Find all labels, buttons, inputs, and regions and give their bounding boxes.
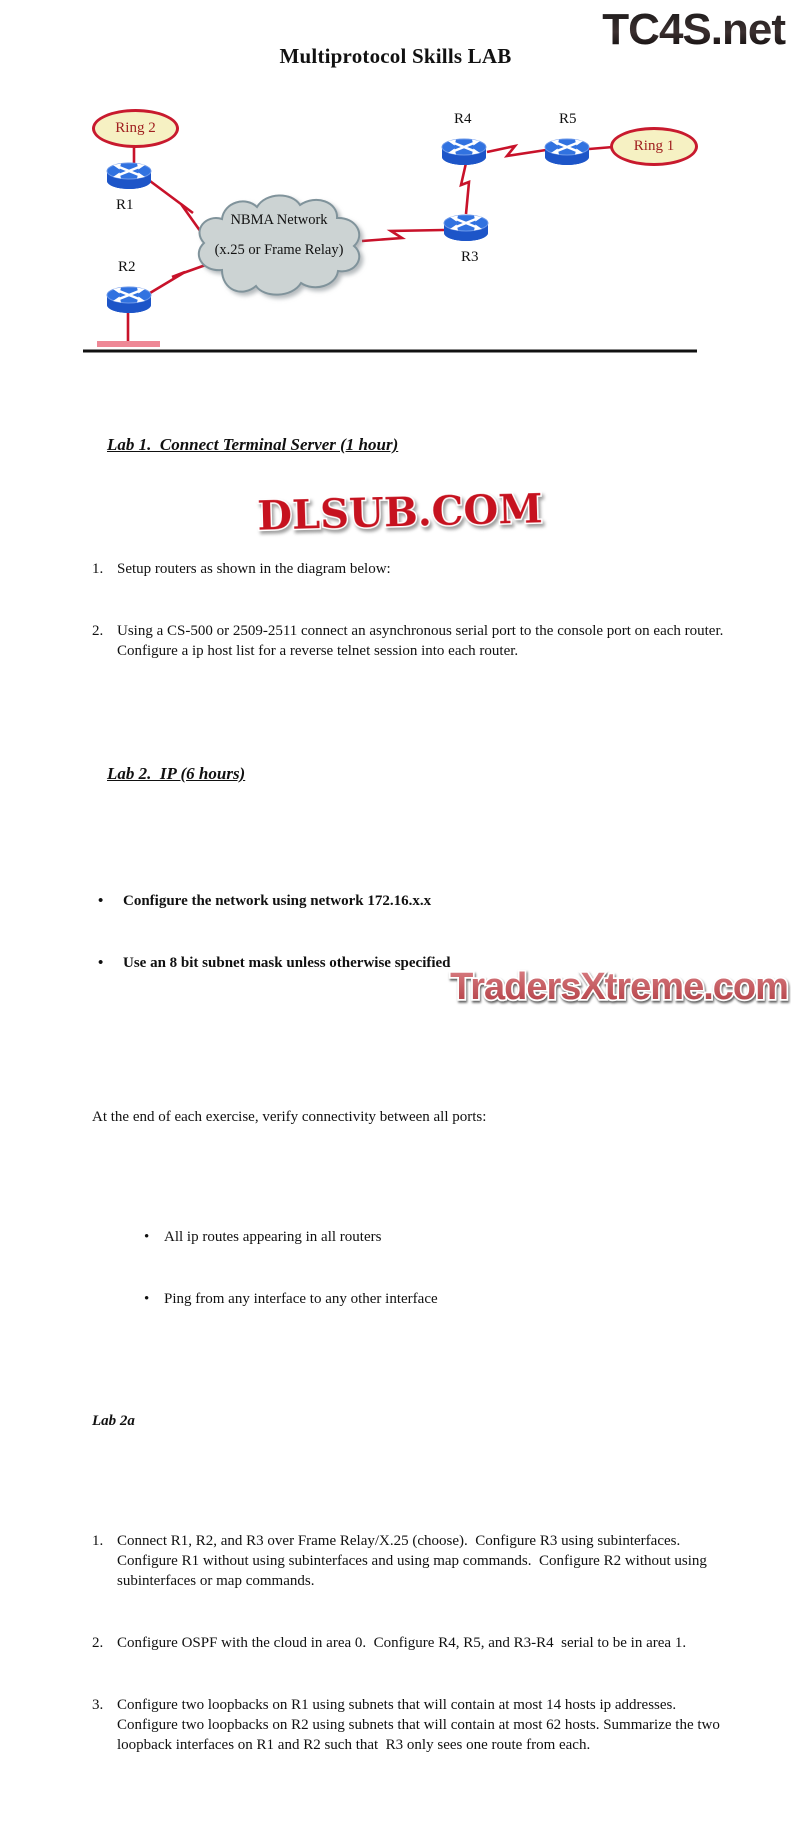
bullet-text: All ip routes appearing in all routers <box>164 1229 382 1245</box>
ring1-node <box>610 127 698 166</box>
lab1-heading: Lab 1. Connect Terminal Server (1 hour) <box>107 435 399 454</box>
bullet-item <box>92 1227 742 1247</box>
dlsub-watermark-logo <box>253 480 546 549</box>
link-cloud-r3 <box>362 230 444 241</box>
verify-list <box>92 1187 742 1351</box>
list-marker: 2. <box>92 1635 104 1651</box>
tradersxtreme-watermark-text: TradersXtreme.com <box>450 966 788 1008</box>
list-item <box>92 1531 742 1591</box>
ring2-node <box>92 109 179 148</box>
nbma-cloud <box>188 188 370 300</box>
page-title: Multiprotocol Skills LAB <box>279 44 512 68</box>
bullet-marker: • <box>98 893 104 909</box>
list-item-text: Using a CS-500 or 2509-2511 connect an asynchronous serial port to the console port on each router. Configure a ip host list for a reverse telnet session into each router. <box>117 623 731 659</box>
verify-intro: At the end of each exercise, verify connectivity between all ports: <box>92 1109 487 1125</box>
router-r3-icon <box>443 212 489 244</box>
router-r4-icon <box>441 136 487 168</box>
router-r4-label: R4 <box>454 111 472 127</box>
router-r3-label: R3 <box>461 249 479 265</box>
link-r4-r5 <box>487 146 546 156</box>
list-marker: 3. <box>92 1697 104 1713</box>
list-marker: 1. <box>92 1533 104 1549</box>
list-marker: 1. <box>92 561 104 577</box>
bullet-text: Ping from any interface to any other interface <box>164 1291 438 1307</box>
lab2-heading: Lab 2. IP (6 hours) <box>107 764 246 783</box>
list-item-text: Connect R1, R2, and R3 over Frame Relay/X.25 (choose). Configure R3 using subinterfaces. Configure R1 without using subinterfaces and using map commands. Configure R2 without using subinterfaces or map commands. <box>117 1533 711 1589</box>
lab2a-list <box>92 1491 742 1797</box>
list-item <box>92 1633 742 1653</box>
list-item <box>92 1695 742 1755</box>
document-body <box>92 394 742 1837</box>
tradersxtreme-watermark-logo <box>449 961 789 1018</box>
ring1-label: Ring 1 <box>633 138 675 154</box>
bullet-item <box>92 891 742 911</box>
ring2-label: Ring 2 <box>115 120 156 136</box>
bullet-item <box>92 1289 742 1309</box>
list-item-text: Setup routers as shown in the diagram below: <box>117 561 391 577</box>
list-item-text: Configure OSPF with the cloud in area 0. Configure R4, R5, and R3-R4 serial to be in area 1. <box>117 1635 687 1651</box>
list-item-text: Configure two loopbacks on R1 using subnets that will contain at most 14 hosts ip addresses. Configure two loopbacks on R2 using subnets that will contain at most 62 hosts. Summarize the two loopback interfaces on R1 and R2 such that R3 only sees one route from each. <box>117 1697 724 1753</box>
cloud-label-line2: (x.25 or Frame Relay) <box>214 242 344 258</box>
router-r2-label: R2 <box>118 259 136 275</box>
bullet-text: Configure the network using network 172.16.x.x <box>123 893 432 909</box>
router-r1-label: R1 <box>116 197 134 213</box>
list-item <box>92 559 742 579</box>
link-r3-r4 <box>461 163 469 214</box>
router-r1-icon <box>106 160 152 192</box>
router-r5-icon <box>544 136 590 168</box>
tc4s-watermark-text: TC4S.net <box>602 5 785 54</box>
bullet-marker: • <box>98 955 104 971</box>
bullet-marker: • <box>144 1291 150 1307</box>
bullet-marker: • <box>144 1229 150 1245</box>
router-r5-label: R5 <box>559 111 577 127</box>
lab1-list <box>92 519 742 703</box>
router-r2-icon <box>106 284 152 316</box>
cloud-label-line1: NBMA Network <box>230 212 328 228</box>
dlsub-watermark-text: DLSUB.COM <box>256 485 544 540</box>
list-item <box>92 621 742 661</box>
lab2a-subheading: Lab 2a <box>92 1413 135 1429</box>
bullet-text: Use an 8 bit subnet mask unless otherwise specified <box>123 955 451 971</box>
list-marker: 2. <box>92 623 104 639</box>
